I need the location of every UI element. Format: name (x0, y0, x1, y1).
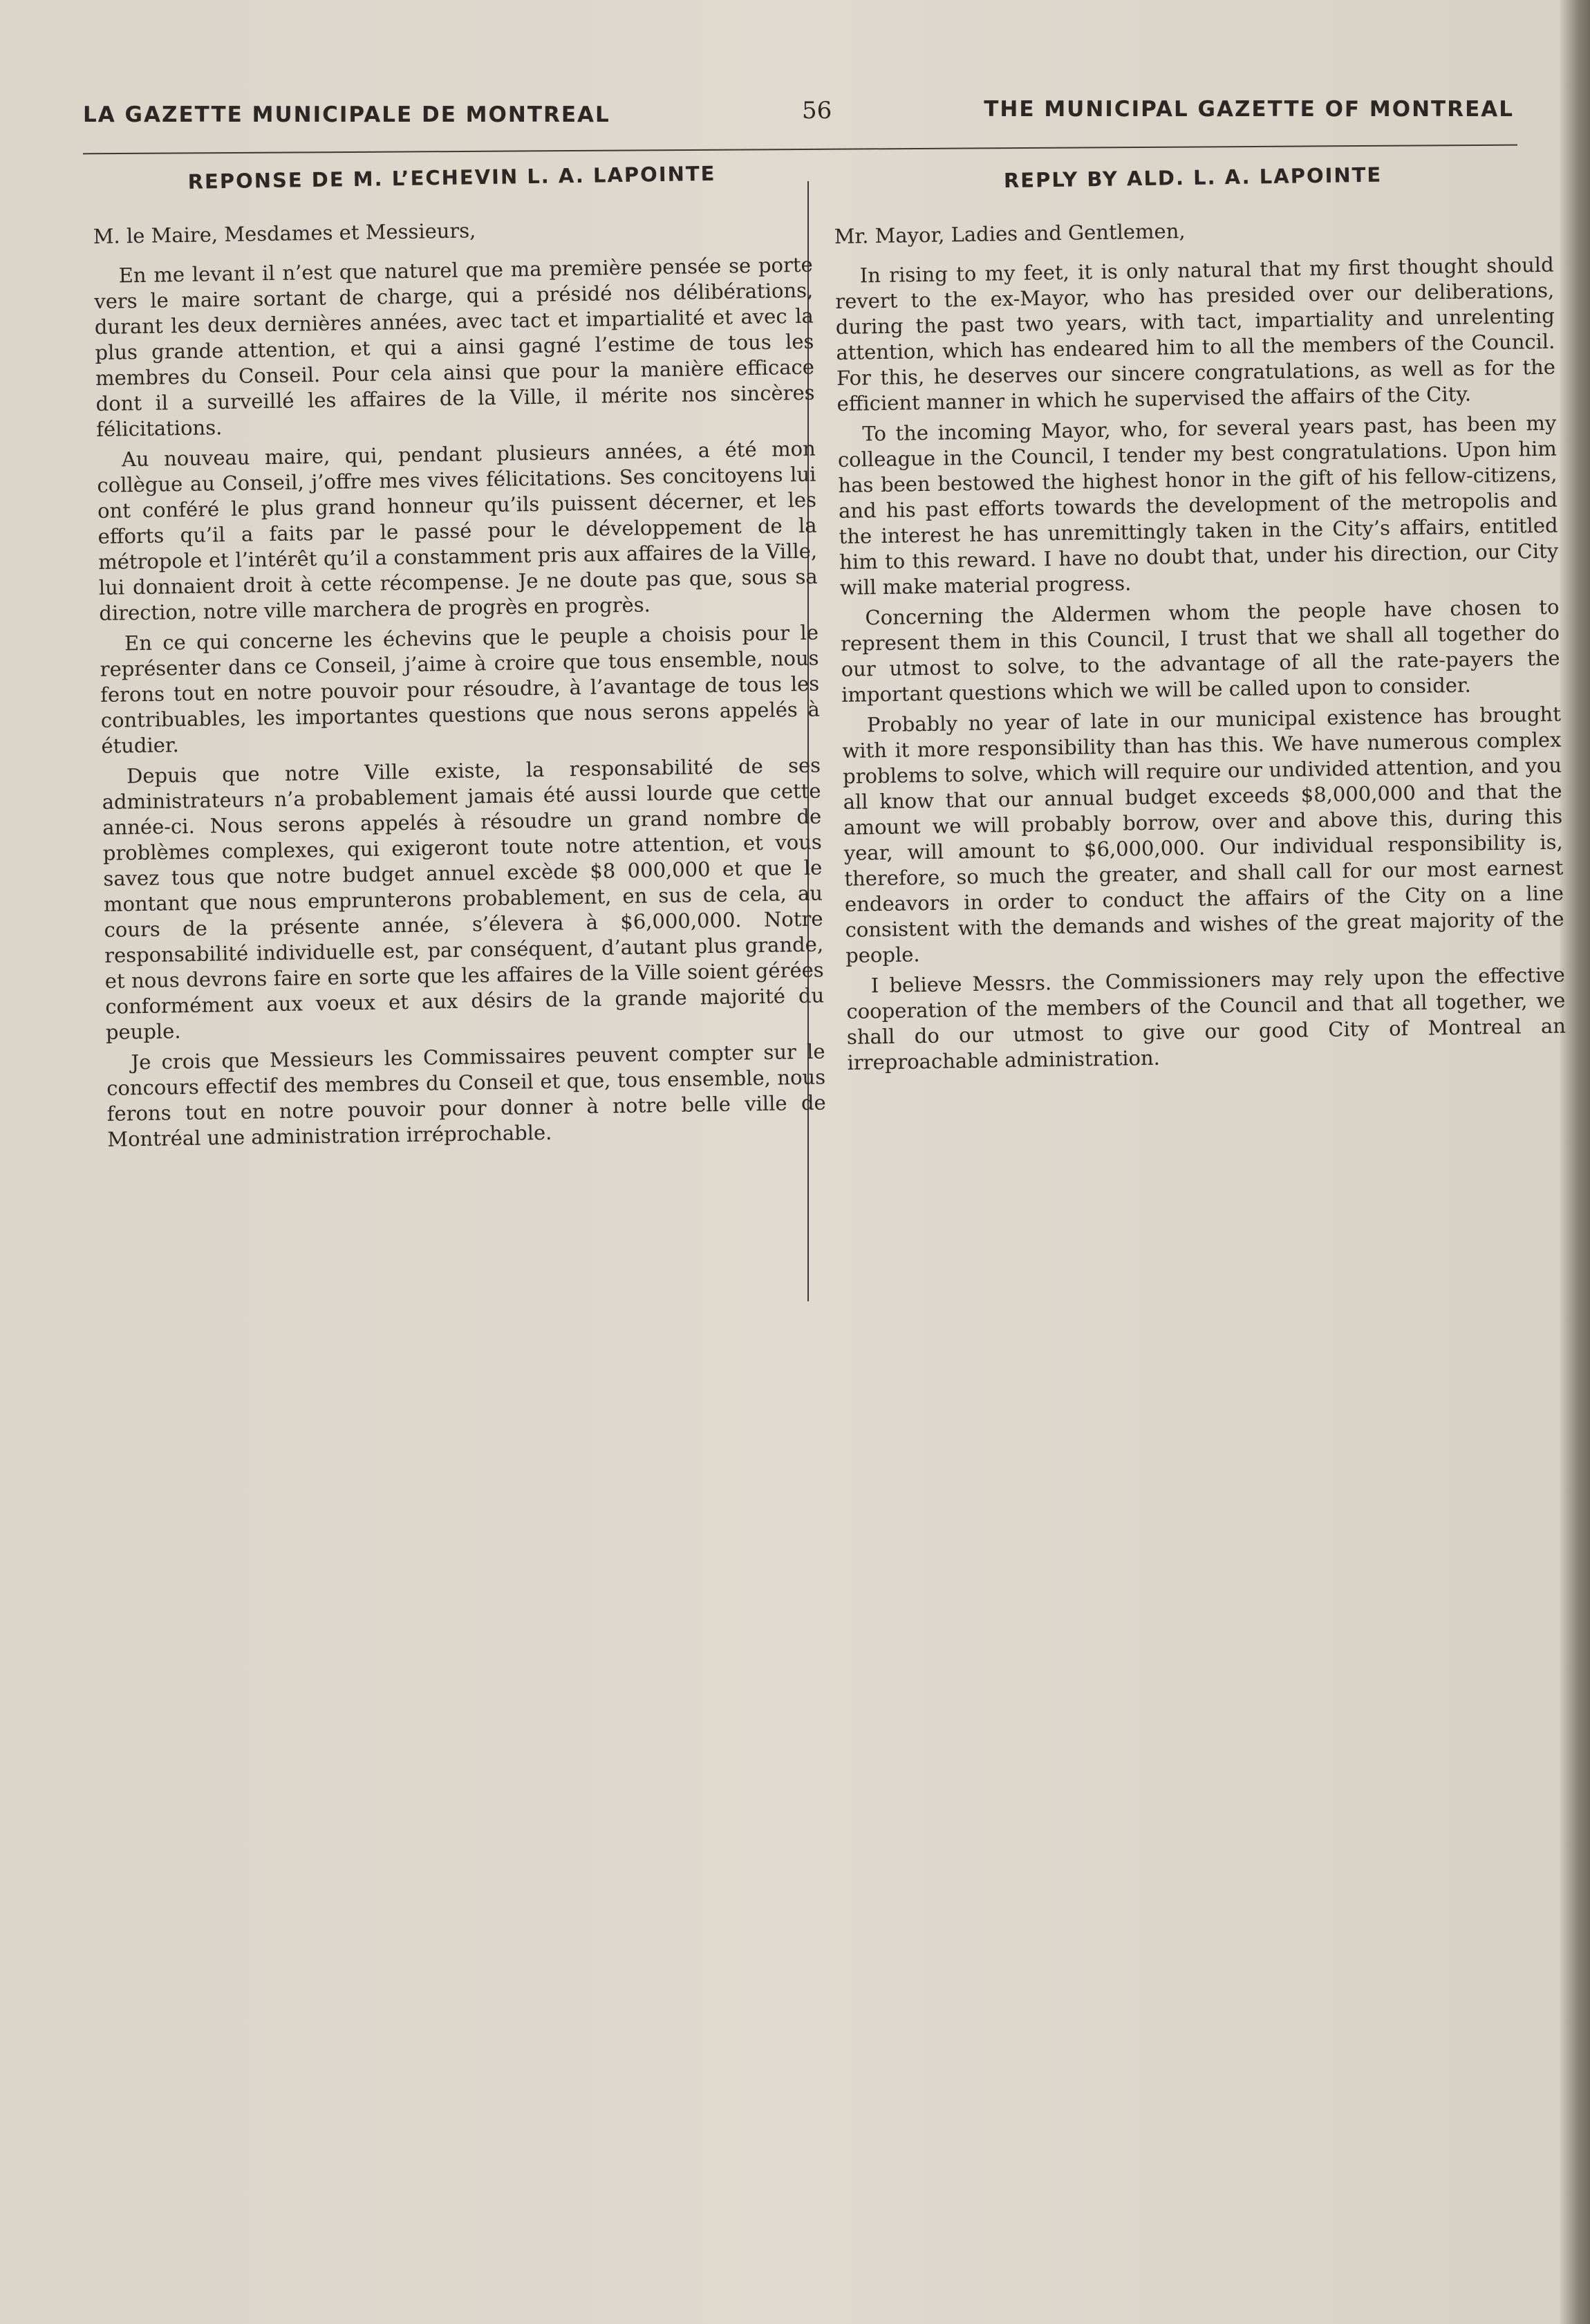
english-column (833, 145, 1566, 1081)
english-heading: REPLY BY ALD. L. A. LAPOINTE (1003, 162, 1383, 193)
running-head-french-title: LA GAZETTE MUNICIPALE DE MONTREAL (83, 102, 610, 127)
english-paragraph: In rising to my feet, it is only natural that my first thought should revert to the ex-Mayor, who has presided over our deliberations, during the past two years, with tact, impartiality and unrelenting attention, which has endeared him to all the members of the Council. For this, he deserves our sincere congratulations, as well as for the efficient manner in which he supervised the affairs of the City. (835, 252, 1556, 416)
binding-edge (1560, 0, 1590, 2324)
english-paragraph: Probably no year of late in our municipal existence has brought with it more responsibility than has this. We have numerous complex problems to solve, which will require our undivided attention, and you all know that our annual budget exceeds $8,000,000 and that the amount we will probably borrow, over and above this, during this year, will amount to $6,000,000. Our individual responsibility is, therefore, so much the greater, and shall call for our most earnest endeavors in order to conduct the affairs of the City on a line consistent with the demands and wishes of the great majority of the people. (842, 702, 1564, 967)
running-head (83, 90, 1514, 138)
french-column (92, 145, 827, 1158)
english-paragraph: I believe Messrs. the Commissioners may rely upon the effective cooperation of the members of the Council and that all together, we shall do our utmost to give our good City of Montreal an irreproachable administration. (846, 963, 1566, 1075)
french-paragraph: Je crois que Messieurs les Commissaires peuvent compter sur le concours effectif des membres du Conseil et que, tous ensemble, nous ferons tout en notre pouvoir pour donner à notre belle ville de Montréal une administration irréprochable. (106, 1039, 826, 1151)
french-paragraph: Depuis que notre Ville existe, la responsabilité de ses administrateurs n’a probablement jamais été aussi lourde que cette année-ci. Nous serons appelés à résoudre un grand nombre de problèmes complexes, qui exigeront toute notre attention, et vous savez tous que notre budget annuel excède $8 000,000 et que le montant que nous emprunterons probablement, en sus de cela, au cours de la présente année, s’élevera à $6,000,000. Notre responsabilité individuelle est, par conséquent, d’autant plus grande, et nous devrons faire en sorte que les affaires de la Ville soient gérées conformément aux voeux et aux désirs de la grande majorité du peuple. (102, 753, 825, 1044)
french-paragraph: En ce qui concerne les échevins que le peuple a choisis pour le représenter dans ce Conseil, j’aime à croire que tous ensemble, nous ferons tout en notre pouvoir pour résoudre, à l’avantage de tous les contribuables, les importantes questions que nous serons appelés à étudier. (100, 620, 820, 758)
english-paragraph: Concerning the Aldermen whom the people have chosen to represent them in this Council, I trust that we shall all together do our utmost to solve, to the advantage of all the rate-payers the important questions which we will be called upon to consider. (840, 595, 1560, 707)
french-paragraph: Au nouveau maire, qui, pendant plusieurs années, a été mon collègue au Conseil, j’offre mes vives félicitations. Ses concitoyens lui ont conféré le plus grand honneur qu’ils puissent décerner, et les efforts qu’il a faits par le passé pour le développement de la métropole et l’intérêt qu’il a constamment pris aux affaires de la Ville, lui donnaient droit à cette récompense. Je ne doute pas que, sous sa direction, notre ville marchera de progrès en progrès. (97, 436, 818, 625)
french-paragraph: En me levant il n’est que naturel que ma première pensée se porte vers le maire sortant de charge, qui a présidé nos délibérations, durant les deux dernières années, avec tact et impartialité et avec la plus grande attention, et qui a ainsi gagné l’estime de tous les membres du Conseil. Pour cela ainsi que pour la manière efficace dont il a surveillé les affaires de la Ville, il mérite nos sincères félicitations. (94, 252, 815, 441)
french-salutation: M. le Maire, Mesdames et Messieurs, (93, 219, 476, 248)
english-paragraph: To the incoming Mayor, who, for several years past, has been my colleague in the Council, I tender my best congratulations. Upon him has been bestowed the highest honor in the gift of his fellow-citizens, and his past efforts towards the development of the metropolis and the interest he has unremittingly taken in the City’s affairs, entitled him to this reward. I have no doubt that, under his direction, our City will make material progress. (837, 411, 1559, 599)
running-head-english-title: THE MUNICIPAL GAZETTE OF MONTREAL (984, 97, 1514, 122)
french-heading: REPONSE DE M. L’ECHEVIN L. A. LAPOINTE (187, 161, 716, 194)
page-number: 56 (802, 97, 832, 124)
english-salutation: Mr. Mayor, Ladies and Gentlemen, (834, 219, 1186, 248)
